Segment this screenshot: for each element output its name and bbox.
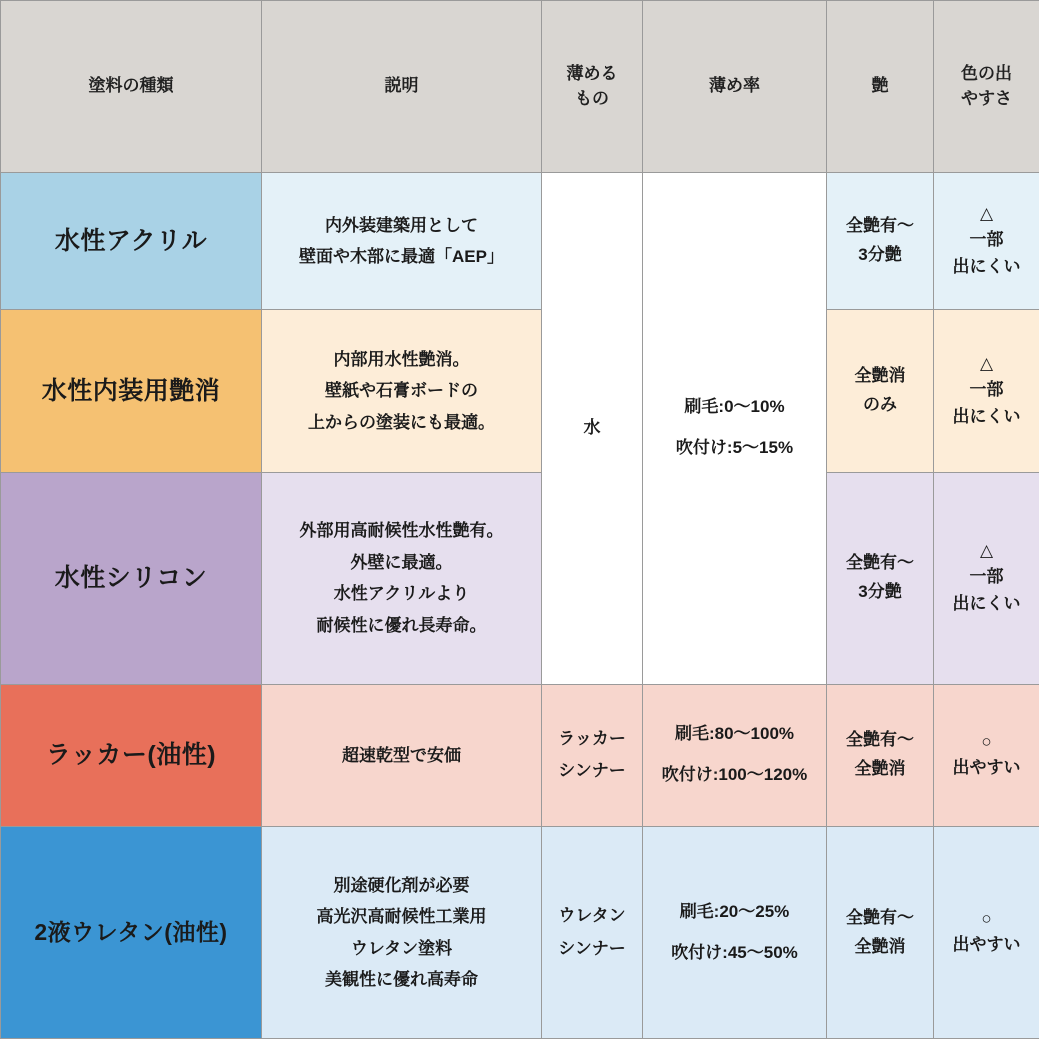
color-ease-mark: ○	[981, 909, 992, 929]
gloss-line: 3分艶	[858, 582, 902, 602]
gloss-line: 全艶消	[854, 936, 906, 956]
description-line: 内部用水性艶消。	[333, 349, 470, 369]
color-ease-line: 一部	[969, 229, 1004, 249]
header-color-ease-line1: 色の出	[961, 63, 1012, 83]
color-ease-line: 出にくい	[952, 256, 1021, 276]
color-ease-mark: △	[979, 540, 994, 560]
paint-type-name: 水性シリコン	[1, 472, 262, 684]
color-ease-line: 出やすい	[952, 757, 1021, 777]
color-ease-line: 一部	[969, 566, 1004, 586]
color-ease-mark: △	[979, 353, 994, 373]
paint-type-name: 水性アクリル	[1, 173, 262, 310]
description-line: 壁紙や石膏ボードの	[325, 381, 478, 401]
color-ease-line: 出やすい	[952, 934, 1021, 954]
header-paint-type	[1, 1, 262, 173]
dilution-rate-brush: 刷毛:80〜100%	[674, 724, 795, 744]
header-gloss	[827, 1, 934, 173]
paint-description	[262, 827, 542, 1039]
description-line: 外壁に最適。	[350, 552, 453, 572]
table-row	[1, 310, 1039, 472]
gloss-value	[827, 827, 934, 1039]
gloss-value	[827, 472, 934, 684]
gloss-value	[827, 684, 934, 826]
dilution-rate-spray: 吹付け:5〜15%	[675, 438, 794, 458]
header-description	[262, 1, 542, 173]
description-line: 美観性に優れ高寿命	[325, 969, 478, 989]
color-ease-line: 出にくい	[952, 593, 1021, 613]
dilution-rate-spray: 吹付け:100〜120%	[661, 765, 808, 785]
description-line: 超速乾型で安価	[342, 745, 461, 765]
description-line: 耐候性に優れ長寿命。	[316, 615, 487, 635]
thinner-value	[542, 827, 643, 1039]
description-line: 上からの塗装にも最適。	[308, 412, 495, 432]
color-ease-value	[934, 684, 1039, 826]
gloss-line: 全艶消	[854, 759, 906, 779]
header-thinner-line1: 薄める	[566, 63, 618, 83]
color-ease-mark: △	[979, 203, 994, 223]
description-line: 高光沢高耐候性工業用	[316, 907, 487, 927]
gloss-value	[827, 173, 934, 310]
thinner-line: シンナー	[558, 761, 626, 781]
color-ease-value	[934, 310, 1039, 472]
description-line: ウレタン塗料	[350, 938, 453, 958]
paint-description	[262, 684, 542, 826]
gloss-value	[827, 310, 934, 472]
color-ease-line: 出にくい	[952, 406, 1021, 426]
gloss-line: のみ	[863, 394, 897, 414]
gloss-line: 全艶有〜	[846, 553, 914, 573]
description-line: 水性アクリルより	[333, 584, 470, 604]
paint-type-name: ラッカー(油性)	[1, 684, 262, 826]
color-ease-line: 一部	[969, 379, 1004, 399]
header-color-ease-line2: やすさ	[961, 88, 1012, 108]
paint-description	[262, 173, 542, 310]
dilution-rate-spray: 吹付け:45〜50%	[671, 942, 798, 962]
paint-description	[262, 310, 542, 472]
color-ease-mark: ○	[981, 731, 992, 751]
header-row	[1, 1, 1039, 173]
thinner-water	[542, 173, 643, 685]
gloss-line: 全艶消	[854, 365, 906, 385]
dilution-rate-brush: 刷毛:20〜25%	[679, 901, 790, 921]
description-line: 別途硬化剤が必要	[333, 875, 470, 895]
dilution-rate-value	[643, 684, 827, 826]
thinner-value	[542, 684, 643, 826]
header-paint-type-label: 塗料の種類	[88, 76, 174, 96]
color-ease-value	[934, 472, 1039, 684]
header-color-ease	[934, 1, 1039, 173]
table-header	[1, 1, 1039, 173]
gloss-line: 全艶有〜	[846, 730, 914, 750]
header-dilution-rate	[643, 1, 827, 173]
thinner-water-label: 水	[583, 418, 601, 438]
header-thinner-line2: もの	[575, 88, 609, 108]
header-dilution-rate-label: 薄め率	[709, 76, 760, 96]
table-row	[1, 684, 1039, 826]
color-ease-value	[934, 827, 1039, 1039]
table-row	[1, 173, 1039, 310]
gloss-line: 全艶有〜	[846, 907, 914, 927]
thinner-line: シンナー	[558, 938, 626, 958]
description-line: 壁面や木部に最適「AEP」	[299, 247, 504, 267]
header-thinner	[542, 1, 643, 173]
header-description-label: 説明	[384, 76, 419, 96]
paint-type-name: 2液ウレタン(油性)	[1, 827, 262, 1039]
description-line: 内外装建築用として	[325, 215, 478, 235]
table-row	[1, 472, 1039, 684]
gloss-line: 3分艶	[858, 245, 902, 265]
gloss-line: 全艶有〜	[846, 216, 914, 236]
dilution-rate-water	[643, 173, 827, 685]
thinner-line: ラッカー	[558, 728, 626, 748]
table-row	[1, 827, 1039, 1039]
header-gloss-label: 艶	[871, 76, 889, 96]
dilution-rate-brush: 刷毛:0〜10%	[684, 397, 785, 417]
description-line: 外部用高耐候性水性艶有。	[299, 521, 504, 541]
color-ease-value	[934, 173, 1039, 310]
table-body	[1, 173, 1039, 1039]
dilution-rate-value	[643, 827, 827, 1039]
paint-description	[262, 472, 542, 684]
thinner-line: ウレタン	[558, 906, 626, 926]
paint-type-name: 水性内装用艶消	[1, 310, 262, 472]
